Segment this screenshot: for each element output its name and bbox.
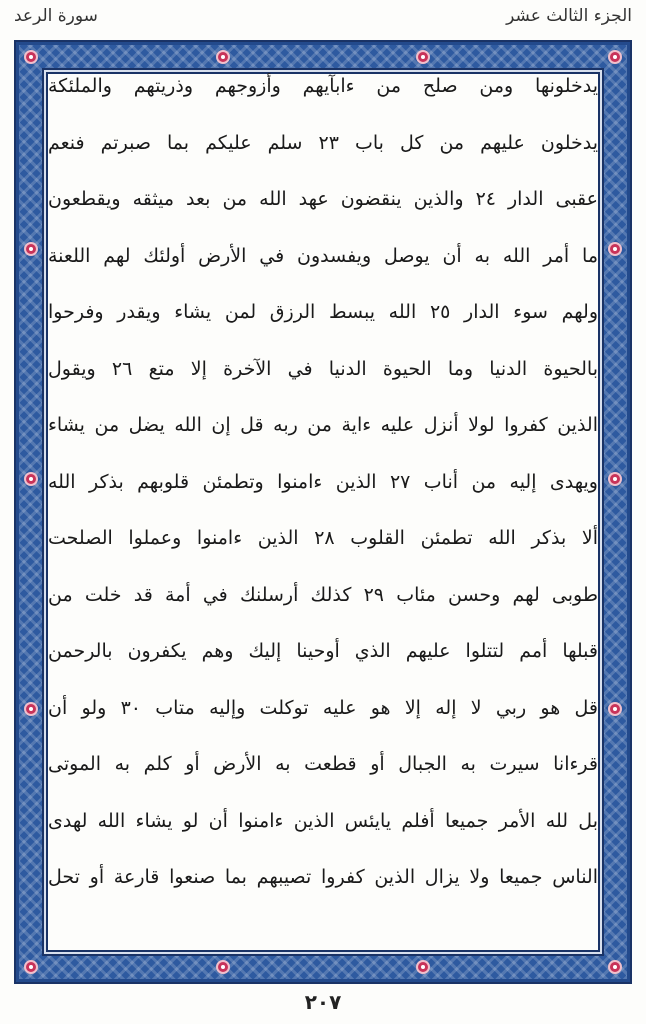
text-line: الذين كفروا لولا أنزل عليه ءاية من ربه قل إن الله يضل من يشاء	[48, 414, 598, 436]
rosette-icon	[24, 960, 38, 974]
rosette-icon	[24, 472, 38, 486]
text-line: الناس جميعا ولا يزال الذين كفروا تصيبهم بما صنعوا قارعة أو تحل	[48, 866, 598, 888]
text-line: يدخلونها ومن صلح من ءابآيهم وأزوجهم وذريتهم والملئكة	[48, 75, 598, 97]
rosette-icon	[608, 702, 622, 716]
rosette-icon	[608, 960, 622, 974]
rosette-icon	[608, 242, 622, 256]
text-line: طوبى لهم وحسن مئاب ٢٩ كذلك أرسلنك في أمة قد خلت من	[48, 583, 598, 606]
text-line: قل هو ربي لا إله إلا هو عليه توكلت وإليه متاب ٣٠ ولو أن	[48, 696, 598, 719]
text-line: بل لله الأمر جميعا أفلم يايئس الذين ءامنوا أن لو يشاء الله لهدى	[48, 809, 598, 832]
text-line: ويهدى إليه من أناب ٢٧ الذين ءامنوا وتطمئن قلوبهم بذكر الله	[48, 470, 598, 493]
rosette-icon	[24, 702, 38, 716]
text-line: ولهم سوء الدار ٢٥ الله يبسط الرزق لمن يشاء ويقدر وفرحوا	[48, 301, 598, 323]
surah-header: سورة الرعد	[14, 6, 98, 26]
text-line: ألا بذكر الله تطمئن القلوب ٢٨ الذين ءامنوا وعملوا الصلحت	[48, 527, 598, 549]
text-line: بالحيوة الدنيا وما الحيوة الدنيا في الآخرة إلا متع ٢٦ ويقول	[48, 357, 598, 380]
text-line: ما أمر الله به أن يوصل ويفسدون في الأرض أولئك لهم اللعنة	[48, 244, 598, 267]
text-line: عقبى الدار ٢٤ والذين ينقضون عهد الله من بعد ميثقه ويقطعون	[48, 188, 598, 210]
rosette-icon	[24, 50, 38, 64]
page-number: ٢٠٧	[304, 990, 342, 1014]
text-line: قرءانا سيرت به الجبال أو قطعت به الأرض أو كلم به الموتى	[48, 753, 598, 775]
juz-header: الجزء الثالث عشر	[506, 6, 632, 26]
rosette-icon	[608, 50, 622, 64]
quran-text	[48, 58, 598, 966]
text-line: يدخلون عليهم من كل باب ٢٣ سلم عليكم بما صبرتم فنعم	[48, 131, 598, 154]
rosette-icon	[24, 242, 38, 256]
text-line: قبلها أمم لتتلوا عليهم الذي أوحينا إليك وهم يكفرون بالرحمن	[48, 640, 598, 662]
rosette-icon	[608, 472, 622, 486]
